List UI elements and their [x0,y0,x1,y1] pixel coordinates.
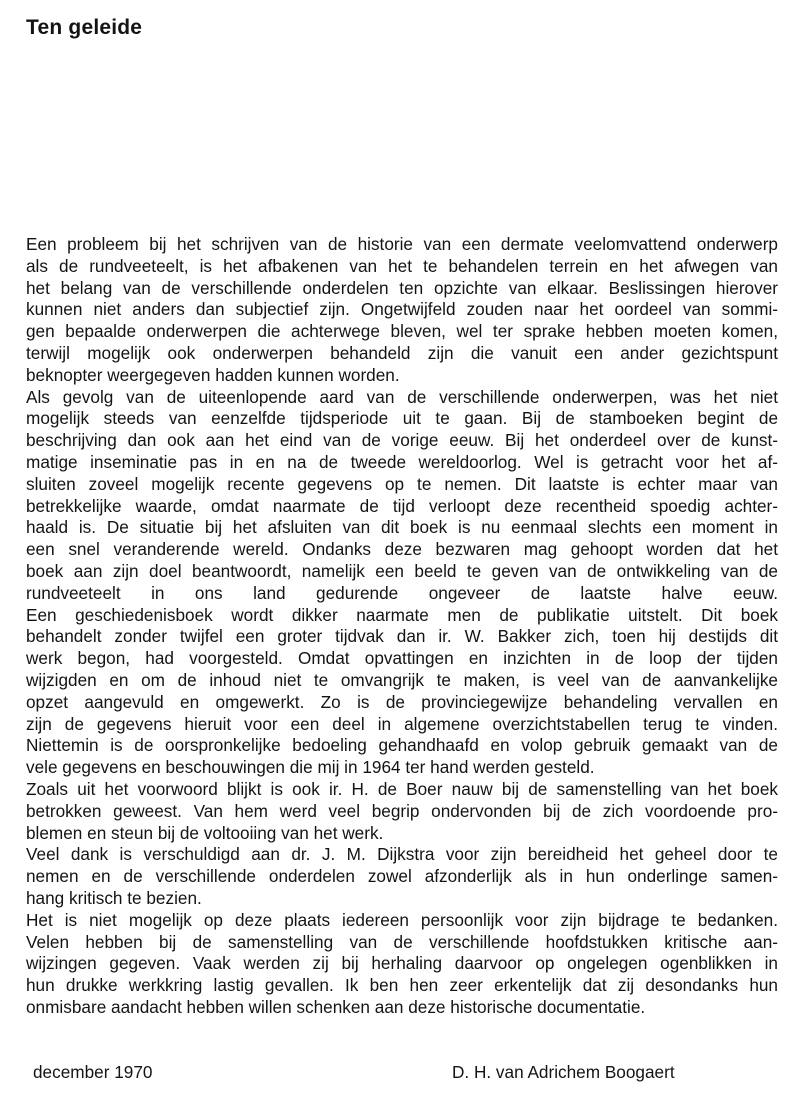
text-line: rundveeteelt in ons land gedurende ongeveer de laatste halve eeuw. [26,582,778,603]
footer-author: D. H. van Adrichem Boogaert [452,1062,675,1082]
text-line: terwijl mogelijk ook onderwerpen behandeld zijn die vanuit een ander gezichtspunt [26,342,778,363]
text-line: matige inseminatie pas in en na de tweede wereldoorlog. Wel is getracht voor het af- [26,451,778,472]
text-line: het belang van de verschillende onderdelen ten opzichte van elkaar. Beslissingen hierover [26,277,778,298]
text-line: vele gegevens en beschouwingen die mij in 1964 ter hand werden gesteld. [26,757,595,778]
text-line: beknopter weergegeven hadden kunnen worden. [26,364,400,385]
text-line: als de rundveeteelt, is het afbakenen van het te behandelen terrein en het afwegen van [26,255,778,276]
text-line: Veel dank is verschuldigd aan dr. J. M. Dijkstra voor zijn bereidheid het geheel door te [26,844,778,865]
text-line: mogelijk steeds van eenzelfde tijdsperiode uit te gaan. Bij de stamboeken begint de [26,408,778,429]
text-line: haald is. De situatie bij het afsluiten van dit boek is nu eenmaal slechts een moment in [26,517,778,538]
text-line: sluiten zoveel mogelijk recente gegevens op te nemen. Dit laatste is echter maar van [26,473,778,494]
text-line: Velen hebben bij de samenstelling van de verschillende hoofdstukken kritische aan- [26,931,778,952]
text-line: wijzingen gegeven. Vaak werden zij bij herhaling daarvoor op ongelegen ogenblikken in [26,953,778,974]
text-line: Niettemin is de oorspronkelijke bedoeling gehandhaafd en volop gebruik gemaakt van de [26,735,778,756]
text-line: wijzigden en om de inhoud niet te omvangrijk te maken, is veel van de aanvankelijke [26,669,778,690]
text-line: gen bepaalde onderwerpen die achterwege bleven, wel ter sprake hebben moeten komen, [26,321,778,342]
text-line: zijn de gegevens hieruit voor een deel in algemene overzichtstabellen terug te vinden. [26,713,778,734]
text-line: boek aan zijn doel beantwoordt, namelijk een beeld te geven van de ontwikkeling van de [26,560,778,581]
page-title: Ten geleide [26,16,143,39]
text-line: hang kritisch te bezien. [26,887,202,908]
text-line: behandelt zonder twijfel een groter tijdvak dan ir. W. Bakker zich, toen hij destijds dit [26,626,778,647]
text-line: betrokken geweest. Van hem werd veel begrip ondervonden bij de zich voordoende pro- [26,800,778,821]
text-line: Het is niet mogelijk op deze plaats iedereen persoonlijk voor zijn bijdrage te bedanken. [26,909,778,930]
footer-date: december 1970 [33,1062,153,1082]
text-line: Een probleem bij het schrijven van de historie van een dermate veelomvattend onderwerp [26,234,778,254]
text-line: werk begon, had voorgesteld. Omdat opvattingen en inzichten in de loop der tijden [26,648,778,669]
text-line: hun drukke werkkring lastig gevallen. Ik ben hen zeer erkentelijk dat zij desondanks hun [26,975,778,996]
text-line: opzet aangevuld en omgewerkt. Zo is de provinciegewijze behandeling vervallen en [26,691,778,712]
text-line: blemen en steun bij de voltooiing van het werk. [26,822,384,843]
body-text [26,234,778,1019]
text-line: Zoals uit het voorwoord blijkt is ook ir. H. de Boer nauw bij de samenstelling van het boek [26,778,778,799]
text-line: onmisbare aandacht hebben willen schenken aan deze historische documentatie. [26,996,646,1017]
text-line: Als gevolg van de uiteenlopende aard van de verschillende onderwerpen, was het niet [26,386,778,407]
text-line: beschrijving dan ook aan het eind van de vorige eeuw. Bij het onderdeel over de kunst- [26,430,778,451]
text-line: een snel veranderende wereld. Ondanks deze bezwaren mag gehoopt worden dat het [26,539,778,560]
text-line: Een geschiedenisboek wordt dikker naarmate men de publikatie uitstelt. Dit boek [26,604,778,625]
text-line: betrekkelijke waarde, omdat naarmate de tijd verloopt deze recentheid spoedig achter- [26,495,778,516]
text-line: nemen en de verschillende onderdelen zowel afzonderlijk als in hun onderlinge samen- [26,866,778,887]
text-line: kunnen niet anders dan subjectief zijn. Ongetwijfeld zouden naar het oordeel van sommi- [26,299,778,320]
